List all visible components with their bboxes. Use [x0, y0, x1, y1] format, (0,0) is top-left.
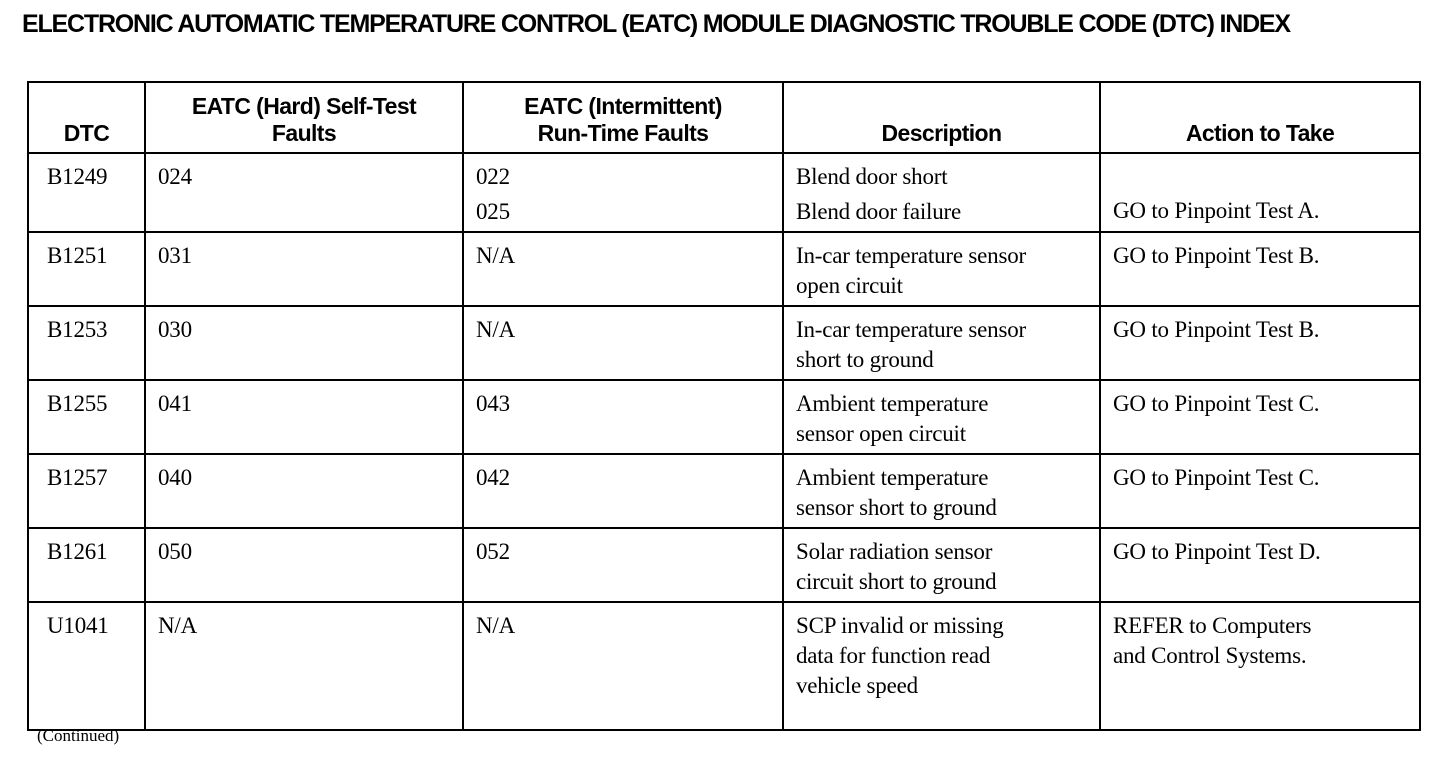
description-line3: vehicle speed — [796, 673, 918, 698]
description-line2: circuit short to ground — [796, 569, 997, 594]
action-cell — [1100, 380, 1420, 454]
hard-fault-cell: N/A — [145, 602, 463, 730]
description-cell — [783, 153, 1100, 232]
page-title: ELECTRONIC AUTOMATIC TEMPERATURE CONTROL (EATC) MODULE DIAGNOSTIC TROUBLE CODE (DTC) INDEX — [22, 10, 1290, 38]
header-row — [28, 82, 1420, 153]
table-row — [28, 153, 1420, 232]
action-line: GO to Pinpoint Test B. — [1113, 243, 1320, 268]
hard-fault-cell: 031 — [145, 232, 463, 306]
header-dtc — [28, 82, 145, 153]
description-cell — [783, 454, 1100, 528]
dtc-index-table — [27, 81, 1421, 731]
hard-fault-cell: 050 — [145, 528, 463, 602]
table-header — [28, 82, 1420, 153]
action-line: GO to Pinpoint Test B. — [1113, 317, 1320, 342]
dtc-code-cell: B1261 — [28, 528, 145, 602]
description-cell — [783, 528, 1100, 602]
description-line1: Ambient temperature — [796, 391, 989, 416]
dtc-code-cell: B1249 — [28, 153, 145, 232]
description-line2: data for function read — [796, 643, 991, 668]
action-cell — [1100, 306, 1420, 380]
run-time-fault-cell: N/A — [463, 602, 783, 730]
description-cell — [783, 306, 1100, 380]
action-cell — [1100, 528, 1420, 602]
hard-fault-cell: 024 — [145, 153, 463, 232]
description-cell — [783, 380, 1100, 454]
run-time-fault-cell: N/A — [463, 232, 783, 306]
continued-note: (Continued) — [37, 726, 120, 745]
dtc-code-cell: B1255 — [28, 380, 145, 454]
description-line1: Ambient temperature — [796, 465, 989, 490]
table-row — [28, 602, 1420, 730]
header-action-label: Action to Take — [1185, 120, 1335, 146]
action-line: GO to Pinpoint Test A. — [1113, 198, 1320, 223]
description-cell — [783, 602, 1100, 730]
action-line1: REFER to Computers — [1113, 613, 1312, 638]
run-time-fault-line2: 025 — [476, 199, 510, 224]
action-line: GO to Pinpoint Test C. — [1113, 391, 1320, 416]
run-time-fault-cell: 043 — [463, 380, 783, 454]
description-line2: sensor open circuit — [796, 421, 966, 446]
table-row — [28, 380, 1420, 454]
header-intermittent-faults-line2: Run-Time Faults — [537, 120, 709, 146]
hard-fault-cell: 041 — [145, 380, 463, 454]
table-row — [28, 528, 1420, 602]
hard-fault-cell: 040 — [145, 454, 463, 528]
table-row — [28, 306, 1420, 380]
description-line1: SCP invalid or missing — [796, 613, 1004, 638]
run-time-fault-cell: 052 — [463, 528, 783, 602]
description-line1: In-car temperature sensor — [796, 243, 1026, 268]
action-cell — [1100, 454, 1420, 528]
header-dtc-label: DTC — [63, 120, 110, 146]
header-hard-faults-line2: Faults — [271, 120, 337, 146]
action-cell — [1100, 153, 1420, 232]
action-line: GO to Pinpoint Test D. — [1113, 539, 1321, 564]
run-time-fault-cell: N/A — [463, 306, 783, 380]
dtc-code-cell: U1041 — [28, 602, 145, 730]
table-row — [28, 454, 1420, 528]
run-time-fault-cell: 042 — [463, 454, 783, 528]
description-line2: Blend door failure — [796, 199, 962, 224]
action-line: GO to Pinpoint Test C. — [1113, 465, 1320, 490]
description-line2: open circuit — [796, 273, 903, 298]
dtc-code-cell: B1257 — [28, 454, 145, 528]
header-intermittent-faults — [463, 82, 783, 153]
description-line1: Solar radiation sensor — [796, 539, 993, 564]
description-line2: sensor short to ground — [796, 495, 997, 520]
header-description — [783, 82, 1100, 153]
run-time-fault-cell — [463, 153, 783, 232]
table-row — [28, 232, 1420, 306]
description-line1: Blend door short — [796, 164, 948, 189]
action-cell — [1100, 232, 1420, 306]
run-time-fault-line1: 022 — [476, 164, 510, 189]
description-cell — [783, 232, 1100, 306]
header-intermittent-faults-line1: EATC (Intermittent) — [524, 93, 722, 119]
dtc-code-cell: B1253 — [28, 306, 145, 380]
action-cell — [1100, 602, 1420, 730]
header-hard-faults-line1: EATC (Hard) Self-Test — [191, 93, 417, 119]
dtc-code-cell: B1251 — [28, 232, 145, 306]
header-description-label: Description — [881, 120, 1002, 146]
description-line1: In-car temperature sensor — [796, 317, 1026, 342]
hard-fault-cell: 030 — [145, 306, 463, 380]
header-action — [1100, 82, 1420, 153]
header-hard-faults — [145, 82, 463, 153]
table-body — [28, 153, 1420, 730]
description-line2: short to ground — [796, 347, 934, 372]
action-line2: and Control Systems. — [1113, 643, 1307, 668]
